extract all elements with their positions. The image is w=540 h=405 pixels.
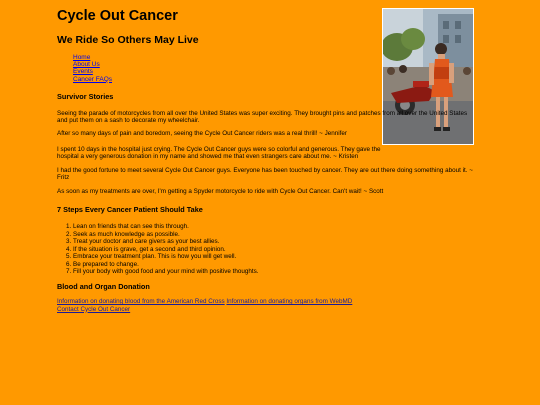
survivor-story-1: Seeing the parade of motorcycles from all over the United States was super exciting. They brought pins and patches from all over the United States and put them on a sash to decorate my wheelchair. [57,110,468,125]
nav-link-cancer-faqs[interactable]: Cancer FAQs [73,75,113,83]
nav-item-events [73,68,112,75]
donation-links [57,298,487,313]
list-item: 4. If the situation is grave, get a second and third opinion. [73,246,259,254]
survivor-story-2: After so many days of pain and boredom, seeing the Cycle Out Cancer riders was a real thrill! ~ Jennifer [57,130,347,137]
nav-item-about [73,61,112,68]
list-item: 7. Fill your body with good food and your mind with positive thoughts. [73,268,259,276]
survivor-story-4: I had the good fortune to meet several Cycle Out Cancer guys. Everyone has been touched by cancer. They are out there doing something about it. ~ Fritz [57,167,473,182]
survivor-story-3: I spent 10 days in the hospital just crying. The Cycle Out Cancer guys were so colorful and generous. They gave the hospital a very generous donation in my name and showed me that even strangers care about me. ~ Kristen [57,146,381,161]
nav-item-faqs [73,76,112,83]
contact-link[interactable]: Contact Cycle Out Cancer [57,305,131,313]
webmd-organs-link[interactable]: Information on donating organs from WebMD [226,298,353,305]
steps-list [57,223,259,276]
main-nav [73,54,112,83]
list-item: 5. Embrace your treatment plan. This is how you will get well. [73,253,259,261]
red-cross-blood-link[interactable]: Information on donating blood from the American Red Cross [57,298,225,305]
list-item: 2. Seek as much knowledge as possible. [73,231,259,239]
survivor-story-5: As soon as my treatments are over, I'm getting a Spyder motorcycle to ride with Cycle Out Cancer. Can't wait! ~ Scott [57,188,384,195]
nav-item-home [73,54,112,61]
nav-link-home[interactable]: Home [73,54,91,61]
list-item: 6. Be prepared to change. [73,261,259,269]
steps-heading: 7 Steps Every Cancer Patient Should Take [57,205,203,214]
list-item: 3. Treat your doctor and care givers as your best allies. [73,238,259,246]
site-title: Cycle Out Cancer [57,8,178,24]
list-item: 1. Lean on friends that can see this through. [73,223,259,231]
nav-link-about-us[interactable]: About Us [73,61,100,69]
donation-heading: Blood and Organ Donation [57,282,150,291]
survivor-stories-heading: Survivor Stories [57,92,114,101]
site-tagline: We Ride So Others May Live [57,34,199,46]
nav-link-events[interactable]: Events [73,68,93,76]
